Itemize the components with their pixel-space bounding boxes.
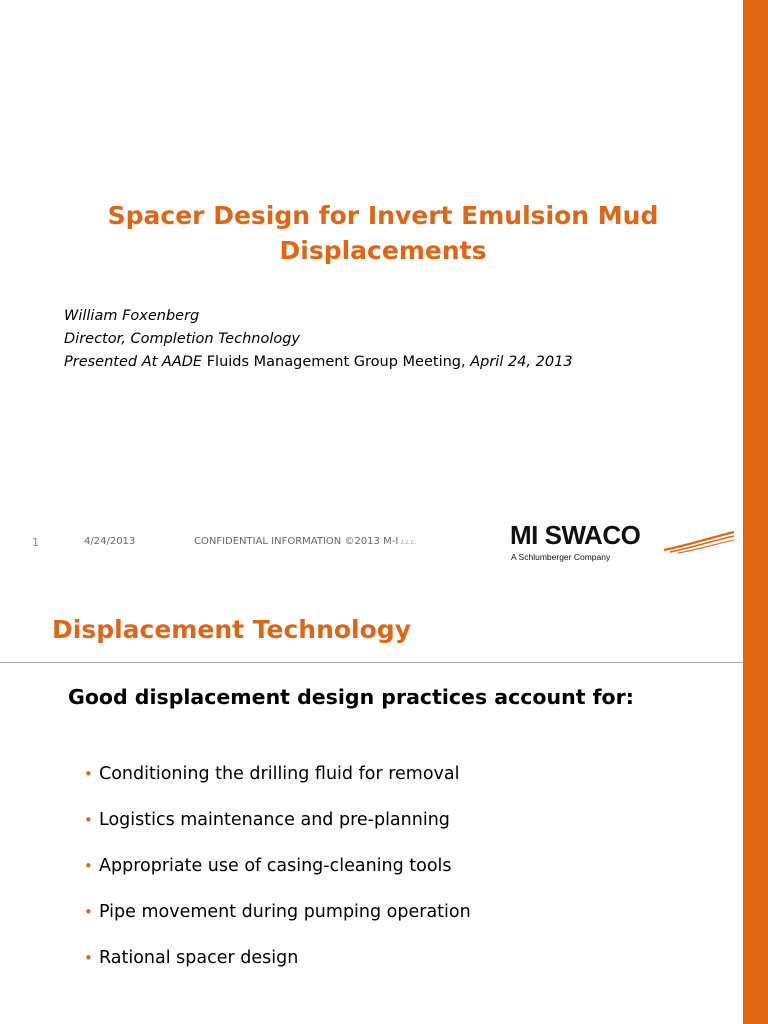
logo-tagline: A Schlumberger Company [511, 552, 611, 562]
title-divider [0, 662, 743, 663]
bullet-icon: • [84, 811, 93, 829]
presentation-info [64, 351, 573, 374]
logo-swoosh-icon [660, 528, 736, 554]
bullet-text: Rational spacer design [99, 948, 299, 968]
logo-wordmark: MI SWACO [510, 520, 641, 550]
slide-title [40, 198, 726, 268]
confidential-text: CONFIDENTIAL INFORMATION ©2013 M-I [194, 536, 399, 547]
slide-2 [0, 590, 743, 1024]
slide-number: 1 [32, 536, 39, 549]
presenter-name: William Foxenberg [64, 308, 200, 324]
slide-title-line-2: Displacements [279, 236, 487, 265]
presented-at-label: Presented At AADE [64, 354, 203, 370]
bullet-icon: • [84, 903, 93, 921]
bullet-text: Appropriate use of casing-cleaning tools [99, 856, 452, 876]
slide-title-line-1: Spacer Design for Invert Emulsion Mud [107, 201, 659, 230]
bullet-text: Logistics maintenance and pre-planning [99, 810, 450, 830]
bullet-icon: • [84, 949, 93, 967]
side-accent-bar [743, 0, 768, 1024]
footer-date: 4/24/2013 [84, 536, 136, 547]
slide-2-subtitle: Good displacement design practices account for: [68, 685, 634, 709]
bullet-text: Conditioning the drilling fluid for removal [99, 764, 460, 784]
bullet-text: Pipe movement during pumping operation [99, 902, 471, 922]
meeting-separator: , [461, 354, 471, 370]
presenter-role: Director, Completion Technology [64, 331, 301, 347]
slide-2-title: Displacement Technology [52, 615, 411, 644]
miswaco-logo [510, 520, 740, 570]
llc-text: L.L.C. [401, 540, 417, 546]
meeting-date: April 24, 2013 [470, 354, 573, 370]
presenter-block [64, 305, 573, 374]
bullet-icon: • [84, 765, 93, 783]
bullet-icon: • [84, 857, 93, 875]
meeting-name: Fluids Management Group Meeting [202, 354, 461, 370]
footer-confidential [194, 536, 417, 547]
